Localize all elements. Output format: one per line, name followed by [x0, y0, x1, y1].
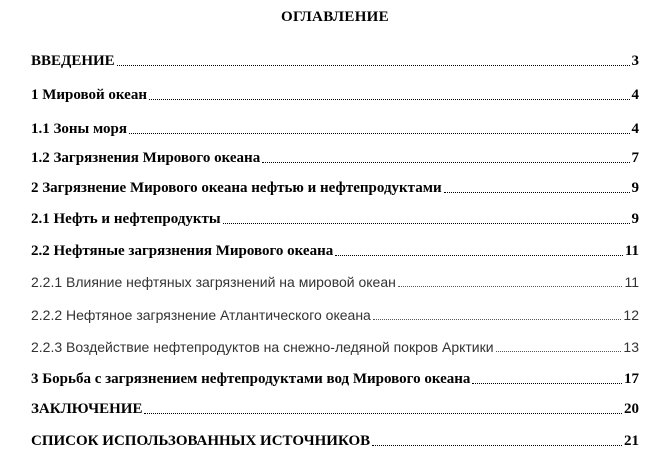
dot-leader: [129, 132, 630, 134]
toc-entry-page-number: 7: [631, 150, 639, 166]
toc-entry-page-number: 12: [623, 307, 639, 323]
dot-leader: [398, 285, 623, 287]
toc-entry[interactable]: [31, 178, 639, 198]
dot-leader: [496, 350, 622, 352]
toc-entry-page-number: 20: [624, 401, 639, 417]
dot-leader: [144, 412, 622, 414]
toc-entry-label: СПИСОК ИСПОЛЬЗОВАННЫХ ИСТОЧНИКОВ: [31, 433, 371, 449]
toc-entry-label: 1.1 Зоны моря: [31, 121, 127, 137]
toc-entry[interactable]: [31, 369, 639, 389]
toc-entry-label: ЗАКЛЮЧЕНИЕ: [31, 401, 143, 417]
toc-entry[interactable]: [31, 431, 639, 451]
toc-entry-page-number: 11: [624, 243, 639, 259]
dot-leader: [372, 444, 622, 446]
dot-leader: [373, 318, 622, 320]
toc-entry-label: 2.2.3 Воздействие нефтепродуктов на снежно-ледяной покров Арктики: [31, 339, 494, 355]
toc-entry[interactable]: [31, 399, 639, 419]
toc-entry-label: 2 Загрязнение Мирового океана нефтью и нефтепродуктами: [31, 180, 442, 196]
toc-entry[interactable]: [31, 85, 639, 105]
toc-entry-page-number: 11: [624, 274, 639, 290]
toc-entry-label: 1 Мировой океан: [31, 87, 147, 103]
toc-entry[interactable]: [31, 305, 639, 325]
dot-leader: [335, 254, 623, 256]
toc-entry[interactable]: [31, 148, 639, 168]
toc-entry-page-number: 4: [631, 87, 639, 103]
toc-entry-page-number: 9: [631, 180, 639, 196]
toc-entry-page-number: 3: [631, 53, 639, 69]
table-of-contents: [31, 0, 639, 461]
toc-entry[interactable]: [31, 272, 639, 292]
dot-leader: [444, 191, 630, 193]
toc-entry-label: ВВЕДЕНИЕ: [31, 53, 115, 69]
toc-entry-page-number: 21: [624, 433, 639, 449]
toc-entry[interactable]: [31, 51, 639, 71]
toc-entry-page-number: 9: [631, 211, 639, 227]
toc-entry[interactable]: [31, 119, 639, 139]
toc-entry-page-number: 17: [624, 371, 639, 387]
toc-entry[interactable]: [31, 241, 639, 261]
toc-entry[interactable]: [31, 209, 639, 229]
dot-leader: [262, 161, 629, 163]
toc-entry-label: 3 Борьба с загрязнением нефтепродуктами вод Мирового океана: [31, 371, 471, 387]
toc-entry-label: 2.2.1 Влияние нефтяных загрязнений на мировой океан: [31, 274, 396, 290]
toc-entry-label: 2.1 Нефть и нефтепродукты: [31, 211, 221, 227]
dot-leader: [472, 382, 622, 384]
toc-entry-label: 2.2 Нефтяные загрязнения Мирового океана: [31, 243, 334, 259]
toc-entry-page-number: 13: [623, 339, 639, 355]
dot-leader: [117, 64, 630, 66]
dot-leader: [149, 98, 630, 100]
toc-entry-label: 2.2.2 Нефтяное загрязнение Атлантического океана: [31, 307, 371, 323]
toc-entry-page-number: 4: [631, 121, 639, 137]
toc-title: ОГЛАВЛЕНИЕ: [281, 9, 389, 25]
toc-entry[interactable]: [31, 337, 639, 357]
toc-entry-label: 1.2 Загрязнения Мирового океана: [31, 150, 261, 166]
dot-leader: [223, 222, 630, 224]
